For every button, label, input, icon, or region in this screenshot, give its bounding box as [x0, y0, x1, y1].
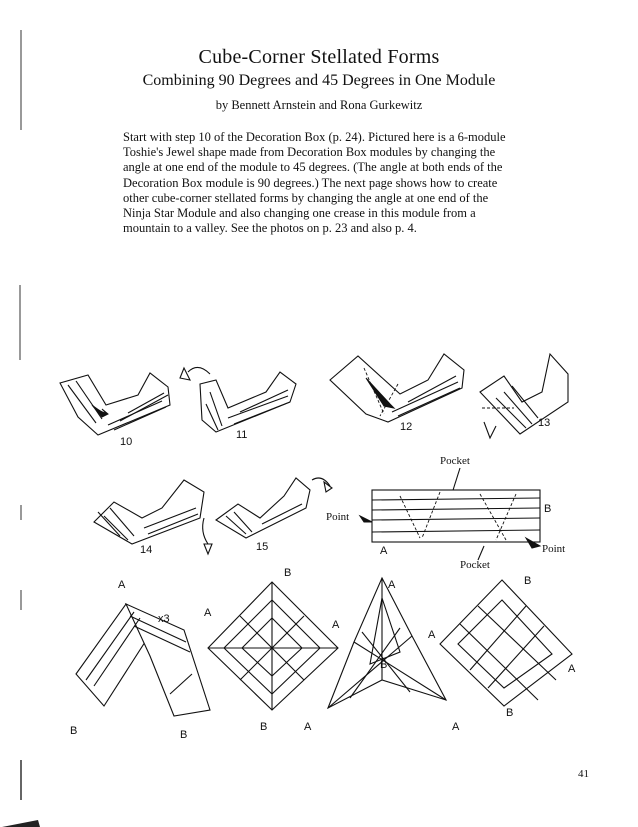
step-11-diagram — [176, 362, 301, 442]
step-15-number: 15 — [256, 541, 269, 553]
assembly1-label-a: A — [118, 579, 126, 591]
step-15-diagram — [196, 472, 336, 572]
point-label-right: Point — [542, 543, 566, 555]
point-label-left: Point — [326, 511, 350, 523]
step-12-diagram — [328, 350, 473, 440]
module-label-a: A — [380, 545, 388, 557]
step-12-number: 12 — [400, 421, 413, 433]
assembly1-label-b-right: B — [180, 729, 188, 741]
page-title: Cube-Corner Stellated Forms — [198, 46, 440, 68]
author-byline: by Bennett Arnstein and Rona Gurkewitz — [215, 98, 423, 112]
assembly4-label-b-bottom: B — [506, 707, 514, 719]
step-14-diagram — [92, 478, 212, 558]
assembly4-label-b-top: B — [524, 575, 532, 587]
assembly2-label-b-top: B — [284, 567, 292, 579]
pocket-label-bottom: Pocket — [460, 559, 490, 571]
page-binding-edge — [0, 0, 40, 827]
module-layout-diagram — [320, 452, 580, 572]
step-11-number: 11 — [236, 429, 248, 441]
assembly1-x3: x3 — [158, 613, 170, 625]
assembly2-label-b-bottom: B — [260, 721, 268, 733]
assembly4-label-a: A — [568, 663, 576, 675]
assembly3-label-a-top: A — [388, 579, 396, 591]
assembly-diamond-back — [440, 570, 590, 720]
assembly1-label-b-left: B — [70, 725, 78, 737]
assembly-two-modules — [60, 574, 220, 744]
assembly3-label-a-left: A — [332, 619, 340, 631]
step-13-diagram — [476, 352, 586, 444]
assembly3-label-b: B — [380, 659, 388, 671]
intro-paragraph: Start with step 10 of the Decoration Box (p. 24). Pictured here is a 6-module Toshie's Jewel shape made from Decoration Box modules by changing the angle at one end of the module to 45 degrees. (The angle at both ends of the Decoration Box module is 90 degrees.) The next page shows how to create other cube-corner stellated forms by changing the angle at one end of the Ninja Star Module and also changing one crease in this module from a mountain to a valley. See the photos on p. 23 and also p. 4. — [123, 130, 506, 236]
step-13-number: 13 — [538, 417, 551, 429]
step-10-number: 10 — [120, 436, 133, 448]
assembly3-label-a-bottom-right: A — [452, 721, 460, 733]
assembly-triangle-star — [300, 572, 460, 742]
assembly3-label-a-bottom-left: A — [304, 721, 312, 733]
pocket-label-top: Pocket — [440, 455, 470, 467]
step-14-number: 14 — [140, 544, 153, 556]
assembly2-label-a: A — [204, 607, 212, 619]
step-10-diagram — [58, 365, 178, 450]
assembly3-label-a-right: A — [428, 629, 436, 641]
page-subtitle: Combining 90 Degrees and 45 Degrees in One Module — [142, 72, 496, 89]
page-number: 41 — [578, 768, 589, 780]
module-label-b: B — [544, 503, 552, 515]
